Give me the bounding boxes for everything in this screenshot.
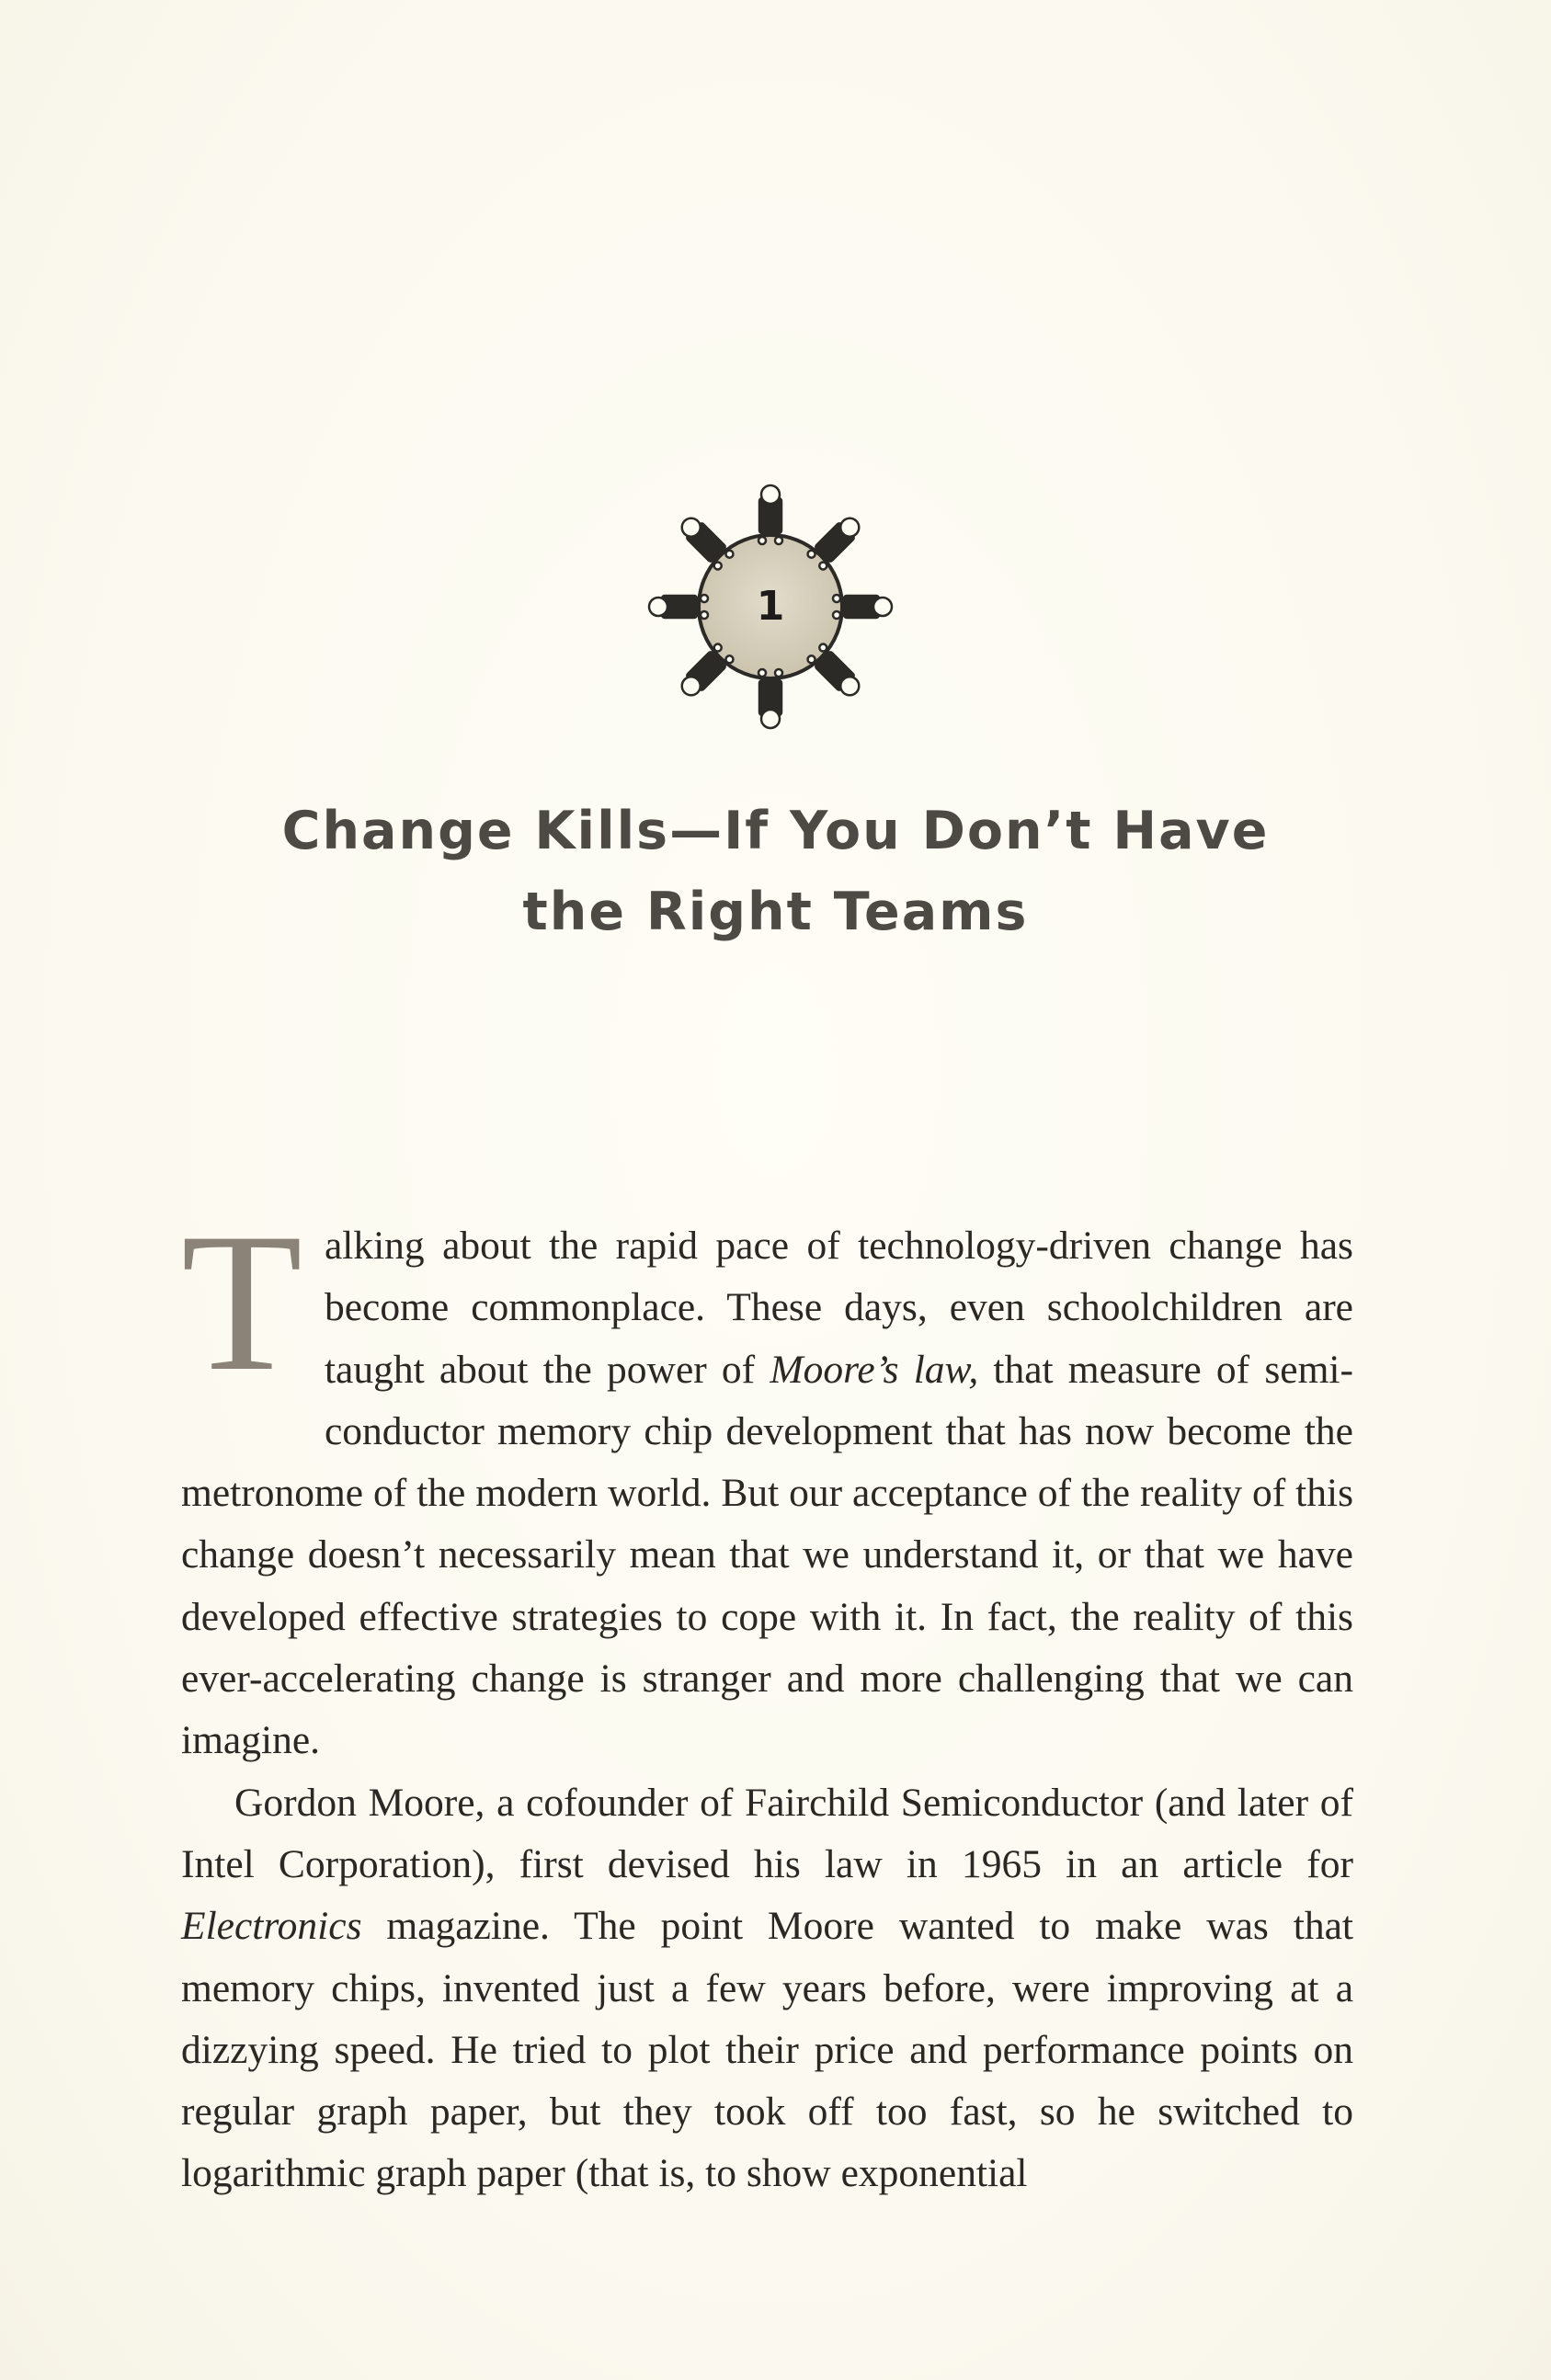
chapter-title-line-2: the Right Teams <box>522 882 1029 942</box>
paragraph-2-text-a: Gordon Moore, a cofounder of Fairchild Semiconductor (and later of Intel Corporation), first devised his law in 1965 in an article for <box>181 1780 1353 1886</box>
paragraph-1-italic: Moore’s law, <box>770 1347 979 1392</box>
paragraph-2-text-b: magazine. The point Moore wanted to make was that memory chips, invented just a few years before, were improving at a dizzying speed. He tried to plot their price and performance points on regular graph paper, but they took off too fast, so he switched to logarithmic graph paper (that is, to show exponential <box>181 1904 1353 2196</box>
body-text <box>181 1192 1353 2205</box>
drop-cap: T <box>181 1192 302 1412</box>
paragraph-1 <box>181 1192 1353 1772</box>
paragraph-2-italic: Electronics <box>181 1904 362 1949</box>
paragraph-1-text-a: alking about the rapid pace of technology-driven change has become commonplace. These days, even schoolchildren are taught about the power of <box>324 1224 1353 1392</box>
paragraph-2 <box>181 1772 1353 2205</box>
chapter-number: 1 <box>756 583 785 630</box>
chapter-title-line-1: Change Kills—If You Don’t Have <box>281 801 1270 861</box>
round-table-emblem <box>642 478 899 735</box>
paragraph-1-text-b: that measure of semiconductor memory chip development that has now become the metronome of the modern world. But our acceptance of the reality of this change doesn’t necessarily mean that we understand it, or that we have developed effective strategies to cope with it. In fact, the reality of this ever-accelerating change is stranger and more challenging that we can imagine. <box>181 1347 1353 1763</box>
chapter-title <box>184 791 1367 952</box>
